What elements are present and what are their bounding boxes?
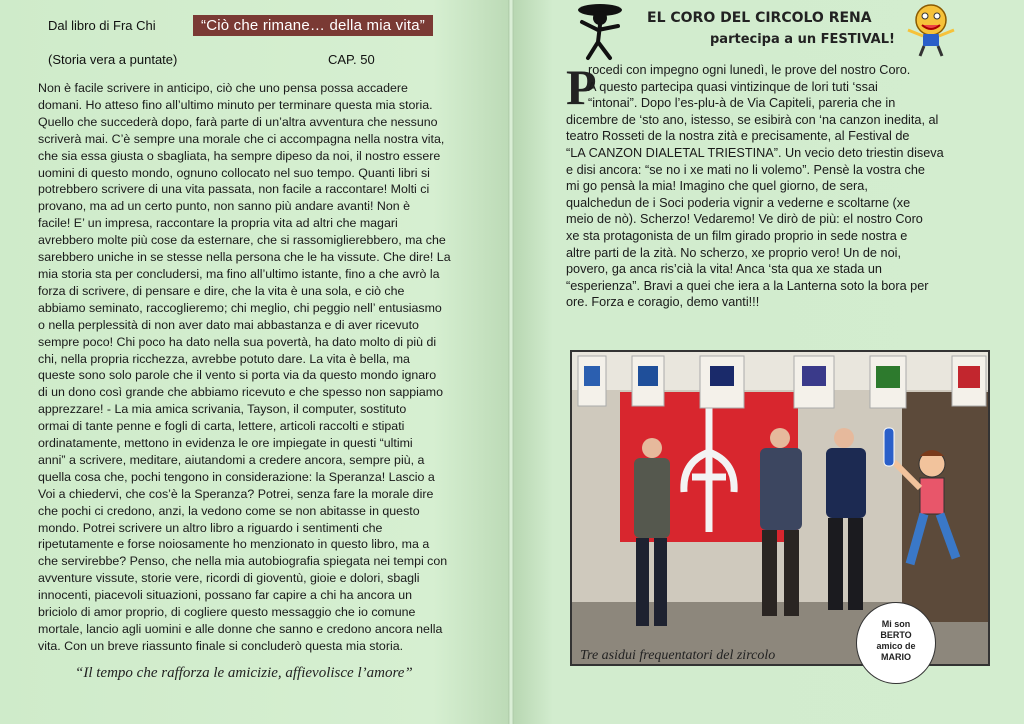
body-line: domani. Ho atteso fino all’ultimo minuto per terminare questa mia storia. bbox=[38, 97, 433, 112]
body-line: A questo partecipa quasi vintizinque de lori tuti ‘ssai bbox=[588, 79, 878, 94]
body-line: sempre poco! Chi poco ha dato nella sua povertà, ha dato molto di più di bbox=[38, 334, 437, 349]
body-line: meio de nò). Scherzo! Vedaremo! Ve dirò de più: el nostro Coro bbox=[566, 212, 923, 227]
bubble-line: BERTO bbox=[880, 630, 912, 640]
body-line: anni” a scrivere, meditare, aiutandomi a credere ancora, sempre più, a bbox=[38, 452, 425, 467]
body-line: mortale, lancio agli uomini e alle donne che sanno e credono ancora nella bbox=[38, 622, 443, 636]
article-subtitle: partecipa a un FESTIVAL! bbox=[710, 32, 895, 47]
body-line: ore. Forza e coragio, demo vanti!!! bbox=[566, 295, 760, 310]
body-line: o nella perplessità di non aver dato mai abbastanza e di aver ricevuto bbox=[38, 317, 419, 332]
body-line: avventure vissute, storie vere, ricordi di gioventù, gioie e dolori, sbagli bbox=[38, 571, 420, 586]
body-line: Quello che succederà dopo, farà parte di un’altra avventura che nessuno bbox=[38, 114, 438, 129]
closing-quote: “Il tempo che rafforza le amicizie, affievolisce l’amore” bbox=[75, 665, 413, 681]
body-line: che servirebbe? Penso, che nella mia autobiografia spiegata nei tempi con bbox=[38, 554, 448, 569]
drop-cap: P bbox=[566, 59, 597, 115]
left-body-text bbox=[38, 80, 454, 655]
body-line: “LA CANZON DIALETAL TRIESTINA”. Un vecio deto triestin diseva bbox=[566, 145, 944, 160]
body-line: sarebbero uniche in se stesse nella persona che le ha vissute. Che dire! La bbox=[38, 250, 451, 265]
right-body-text bbox=[566, 62, 968, 311]
body-line: provano, ma ad un certo punto, non sanno più andare avanti! Non è bbox=[38, 199, 410, 214]
article-title: EL CORO DEL CIRCOLO RENA bbox=[647, 10, 872, 26]
body-line: qualchedun de i Soci poderia vignir a vederne e scoltarne (xe bbox=[566, 195, 911, 210]
body-line: quella cosa che, pochi tengono in considerazione: la Speranza! Lascio a bbox=[38, 469, 435, 484]
body-line: mi go pensà la mia! Imagino che quel giorno, de sera, bbox=[566, 179, 868, 194]
body-line: xe sta protagonista de un film girado proprio in sede nostra e bbox=[566, 228, 908, 243]
body-line: altre parti de la zità. No scherzo, xe proprio vero! Un de noi, bbox=[566, 245, 901, 260]
bubble-line: amico de bbox=[876, 641, 916, 651]
photo-caption: Tre asidui frequentatori del zircolo bbox=[580, 648, 776, 663]
dancing-figure-icon bbox=[560, 0, 640, 62]
body-line: queste sono solo parole che il vento si porta via da questo mondo ignaro bbox=[38, 368, 437, 383]
body-line: chi, nella propria ricchezza, avrebbe potuto dare. La vita è bella, ma bbox=[38, 351, 410, 366]
body-line: uomini di questo mondo, ognuno collocato nel suo tempo. Quanti libri si bbox=[38, 165, 430, 180]
body-line: ripetutamente e forse noiosamente ho menzionato in questo libro, ma a bbox=[38, 537, 430, 552]
body-line: che sia essa giusta o sbagliata, ha sempre dipeso da noi, il nostro essere bbox=[38, 148, 441, 163]
body-line: apprezzare! - La mia amica scrivania, Tayson, il computer, sostituto bbox=[38, 402, 407, 417]
body-line: povero, ga anca ris’cià la vita! Anca ‘sta qua xe stada un bbox=[566, 262, 882, 277]
speech-bubble bbox=[856, 602, 936, 684]
cartoon-mascot-icon bbox=[900, 0, 962, 58]
body-line: e disi ancora: “se no i xe mati no li volemo”. Pensè la vostra che bbox=[566, 162, 925, 177]
body-line: “intonai”. Dopo l’es-plu-à de Via Capiteli, pareria che in bbox=[588, 96, 896, 111]
body-line: Voi a chiedervi, che cos’è la Speranza? Potrei, senza fare la morale dire bbox=[38, 486, 434, 501]
body-line: dicembre de ‘sto ano, istesso, se esibirà con ‘na canzon inedita, al bbox=[566, 112, 939, 127]
body-line: “esperienza”. Bravi a quei che iera a la Lanterna soto la bora per bbox=[566, 278, 929, 293]
body-line: scriverà mai. C’è sempre una morale che ci accompagna nella nostra vita, bbox=[38, 131, 445, 146]
body-line: ordinatamente, mettono in evidenza le ore impiegate in questi “ultimi bbox=[38, 436, 413, 451]
story-title: “Ciò che rimane… della mia vita” bbox=[193, 15, 433, 36]
body-line: briciolo di amor proprio, di cogliere questo messaggio che io comune bbox=[38, 605, 416, 620]
page-spine bbox=[508, 0, 514, 724]
body-line: Non è facile scrivere in anticipo, ciò che uno pensa possa accadere bbox=[38, 81, 408, 95]
body-line: di un dono così grande che abbiamo ricevuto e che spesso non sappiamo bbox=[38, 385, 444, 400]
body-line: facile! E’ un impresa, raccontare la propria vita ad altri che magari bbox=[38, 216, 398, 231]
body-line: mondo. Potrei scrivere un altro libro a riguardo i sentimenti che bbox=[38, 520, 383, 535]
body-line: ormai di tante penne e fogli di carta, lettere, articoli raccolti e stipati bbox=[38, 419, 405, 434]
body-line: innocenti, piacevoli situazioni, possano far capire a chi ha ancora un bbox=[38, 588, 413, 603]
bubble-line: Mi son bbox=[881, 619, 911, 629]
body-line: forza di scrivere, di pensare e dire, che la vita è una sola, e ciò che bbox=[38, 283, 405, 298]
body-line: teatro Rosseti de la nostra zità e precisamente, al Festival de bbox=[566, 129, 910, 144]
body-line: mia storia sta per concludersi, ma fino all’ultimo istante, fino a che avrò la bbox=[38, 266, 440, 281]
chapter-label: CAP. 50 bbox=[328, 52, 375, 67]
story-subtitle: (Storia vera a puntate) bbox=[48, 52, 178, 67]
body-line: vita. Con un breve riassunto finale si concluderò questa mia storia. bbox=[38, 638, 404, 653]
body-line: avrebbero molte più cose da esternare, che si rassomiglierebbero, ma che bbox=[38, 233, 446, 248]
body-line: rocedi con impegno ogni lunedì, le prove del nostro Coro. bbox=[588, 63, 911, 77]
body-line: potrebbero scrivere di una vita passata, non facile a raccontare! Molti ci bbox=[38, 182, 430, 197]
body-line: abbiamo seminato, raccoglieremo; chi meglio, chi peggio nell’ entusiasmo bbox=[38, 300, 442, 315]
source-label: Dal libro di Fra Chi bbox=[48, 18, 156, 33]
body-line: che pochi ci credono, anzi, la vedono come se non abitasse in questo bbox=[38, 503, 420, 518]
bubble-line: MARIO bbox=[881, 652, 911, 662]
